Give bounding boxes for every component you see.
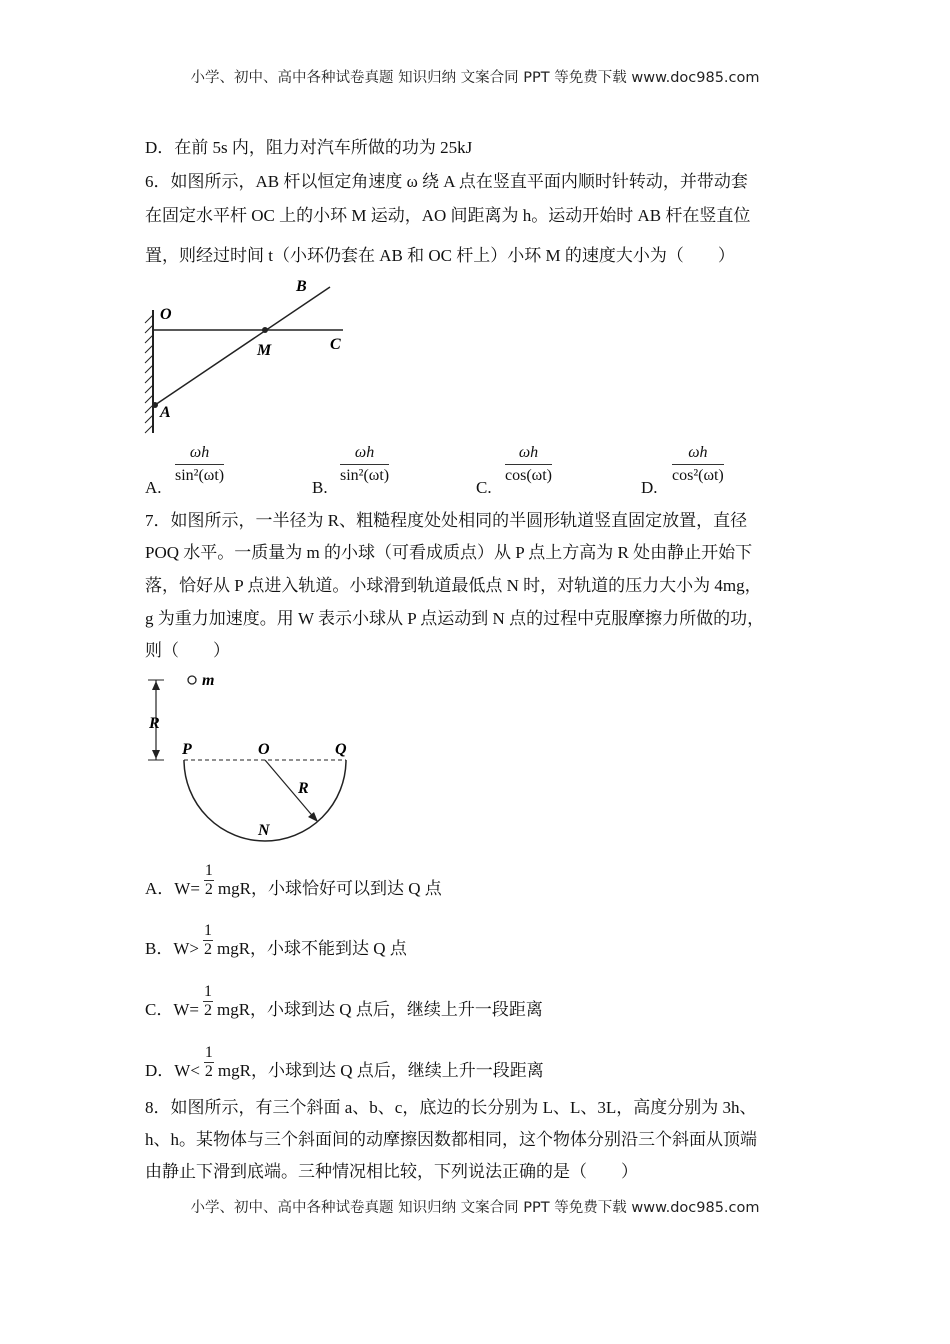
q6-option-d-fraction [672, 444, 724, 485]
q6-line: 6．如图所示，AB 杆以恒定角速度 ω 绕 A 点在竖直平面内顺时针转动，并带动套 [145, 172, 748, 191]
numerator: 1 [203, 922, 212, 939]
q7-option-a [145, 862, 442, 900]
q7-option-c [145, 983, 543, 1021]
q6-option-a-letter: A. [145, 478, 162, 497]
denominator: sin²(ωt) [175, 467, 225, 484]
option-prefix: A．W= [145, 879, 200, 898]
label-R-height: R [149, 715, 160, 732]
q6-option-d-letter: D. [641, 478, 658, 497]
numerator: ωh [340, 444, 389, 465]
option-prefix: B．W> [145, 939, 199, 958]
label-B: B [296, 278, 307, 295]
option-text: mgR，小球到达 Q 点后，继续上升一段距离 [216, 1000, 543, 1019]
q7-option-d [145, 1044, 544, 1082]
label-M: M [257, 342, 272, 359]
numerator: ωh [505, 444, 552, 465]
q7-option-d-half [204, 1044, 214, 1081]
q6-line: 置，则经过时间 t（小环仍套在 AB 和 OC 杆上）小环 M 的速度大小为（ ） [145, 246, 735, 265]
q7-line: 落，恰好从 P 点进入轨道。小球滑到轨道最低点 N 时，对轨道的压力大小为 4mg， [145, 576, 762, 595]
option-text: mgR，小球恰好可以到达 Q 点 [217, 879, 442, 898]
q7-line: g 为重力加速度。用 W 表示小球从 P 点运动到 N 点的过程中克服摩擦力所做的功， [145, 609, 765, 628]
label-O: O [160, 306, 172, 323]
numerator: 1 [204, 862, 213, 879]
denominator: 2 [204, 1063, 213, 1080]
denominator: cos(ωt) [505, 467, 552, 484]
q6-option-c-fraction [505, 444, 552, 485]
label-C: C [330, 336, 341, 353]
label-R-radius: R [298, 780, 309, 797]
q8-line: 8．如图所示，有三个斜面 a、b、c，底边的长分别为 L、L、3L，高度分别为 3h、 [145, 1098, 757, 1117]
numerator: ωh [175, 444, 224, 465]
denominator: 2 [203, 941, 212, 958]
q6-option-b-fraction [340, 444, 389, 485]
label-N: N [258, 822, 270, 839]
q7-option-b [145, 922, 407, 960]
denominator: 2 [203, 1002, 212, 1019]
q8-line: 由静止下滑到底端。三种情况相比较，下列说法正确的是（ ） [145, 1162, 638, 1181]
option-text: mgR，小球到达 Q 点后，继续上升一段距离 [217, 1061, 544, 1080]
q7-line: POQ 水平。一质量为 m 的小球（可看成质点）从 P 点上方高为 R 处由静止开始下 [145, 543, 753, 562]
q7-figure-semicircle-track [140, 668, 360, 848]
q6-figure-rod-diagram [140, 275, 360, 440]
q6-option-b-letter: B. [312, 478, 328, 497]
numerator: 1 [203, 983, 212, 1000]
denominator: sin²(ωt) [340, 467, 390, 484]
label-Q: Q [335, 741, 347, 758]
previous-option-d: D．在前 5s 内，阻力对汽车所做的功为 25kJ [145, 138, 473, 157]
option-prefix: D．W< [145, 1061, 200, 1080]
label-m: m [202, 672, 215, 689]
q7-line: 7．如图所示，一半径为 R、粗糙程度处处相同的半圆形轨道竖直固定放置，直径 [145, 511, 748, 530]
q7-line: 则（ ） [145, 641, 230, 660]
denominator: cos²(ωt) [672, 467, 724, 484]
numerator: 1 [204, 1044, 213, 1061]
q6-option-c-letter: C. [476, 478, 492, 497]
q7-option-c-half [203, 983, 213, 1020]
label-O: O [258, 741, 270, 758]
option-text: mgR，小球不能到达 Q 点 [216, 939, 407, 958]
page-header: 小学、初中、高中各种试卷真题 知识归纳 文案合同 PPT 等免费下载 www.doc985.com [190, 70, 760, 86]
page-footer: 小学、初中、高中各种试卷真题 知识归纳 文案合同 PPT 等免费下载 www.doc985.com [190, 1200, 760, 1216]
q6-line: 在固定水平杆 OC 上的小环 M 运动，AO 间距离为 h。运动开始时 AB 杆在竖直位 [145, 206, 751, 225]
q6-option-a-fraction [175, 444, 224, 485]
q7-option-a-half [204, 862, 214, 899]
label-P: P [182, 741, 192, 758]
q7-option-b-half [203, 922, 213, 959]
denominator: 2 [204, 881, 213, 898]
numerator: ωh [672, 444, 724, 465]
q8-line: h、h。某物体与三个斜面间的动摩擦因数都相同，这个物体分别沿三个斜面从顶端 [145, 1130, 757, 1149]
label-A: A [160, 404, 171, 421]
option-prefix: C．W= [145, 1000, 199, 1019]
